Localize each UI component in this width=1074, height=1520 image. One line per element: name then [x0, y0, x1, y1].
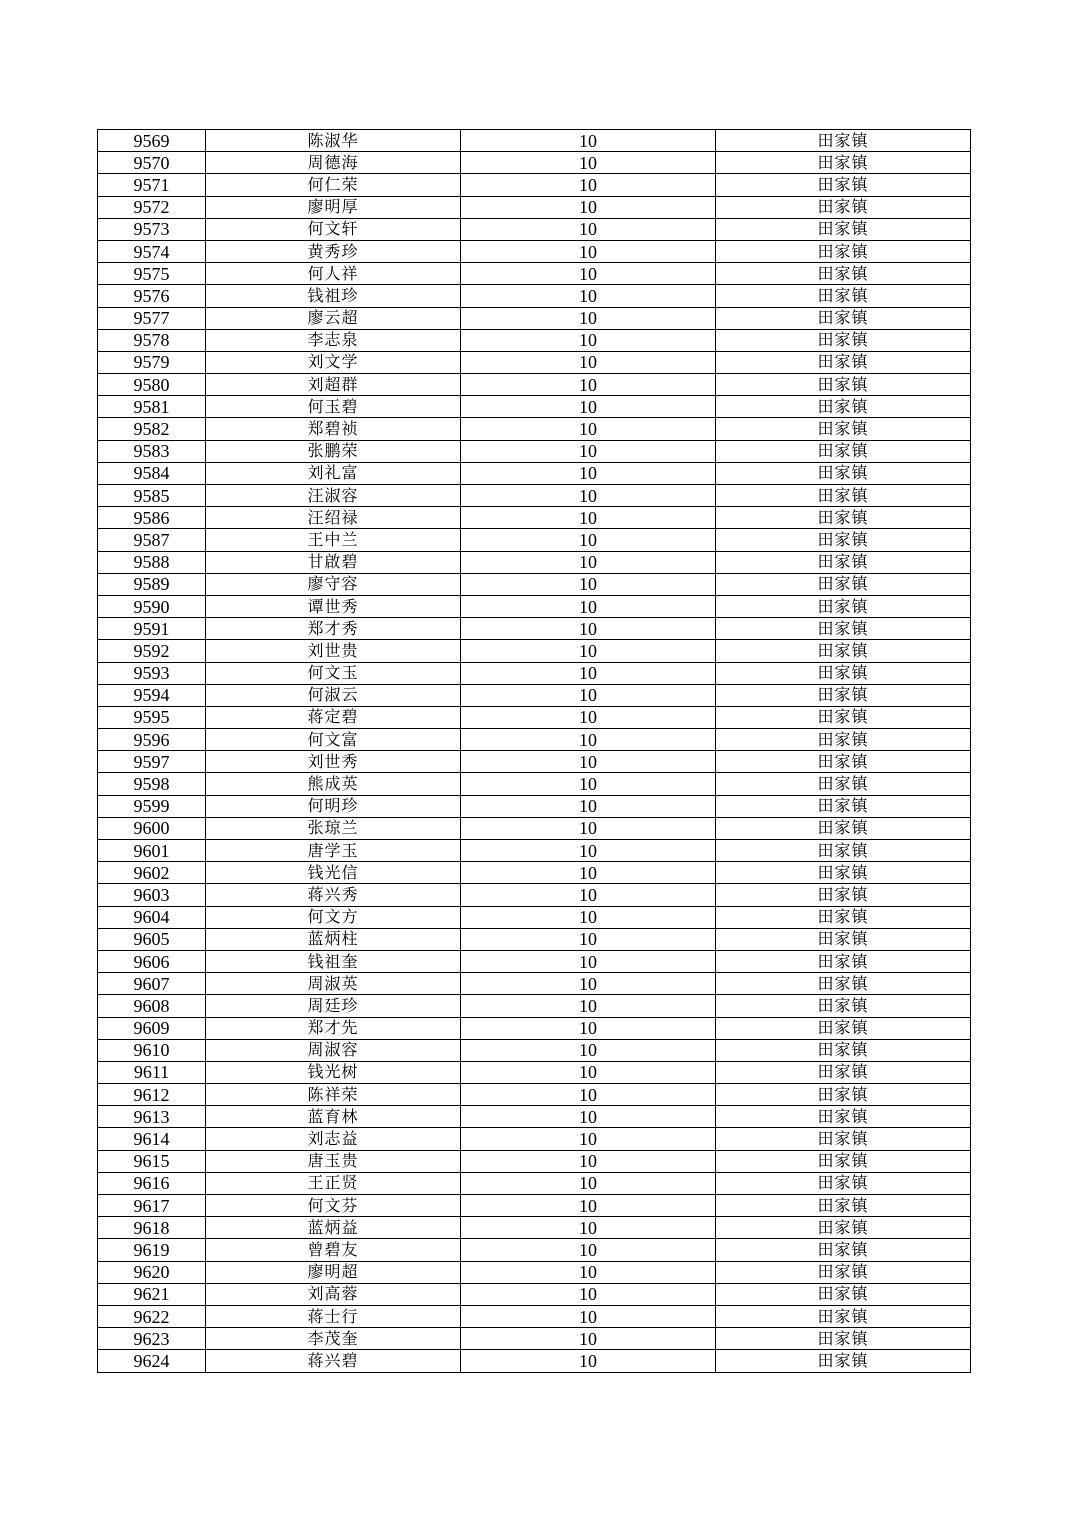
person-name-cell: 张鹏荣	[206, 440, 461, 462]
town-cell: 田家镇	[716, 418, 971, 440]
town-cell: 田家镇	[716, 1350, 971, 1372]
table-row	[98, 418, 971, 440]
row-number-cell: 9572	[98, 196, 206, 218]
amount-cell: 10	[461, 573, 716, 595]
person-name-cell: 何明珍	[206, 795, 461, 817]
amount-cell: 10	[461, 595, 716, 617]
amount-cell: 10	[461, 1150, 716, 1172]
amount-cell: 10	[461, 840, 716, 862]
town-cell: 田家镇	[716, 1172, 971, 1194]
table-row	[98, 174, 971, 196]
amount-cell: 10	[461, 1217, 716, 1239]
town-cell: 田家镇	[716, 329, 971, 351]
person-name-cell: 郑才秀	[206, 618, 461, 640]
person-name-cell: 何文富	[206, 729, 461, 751]
person-name-cell: 何文方	[206, 906, 461, 928]
person-name-cell: 刘志益	[206, 1128, 461, 1150]
amount-cell: 10	[461, 928, 716, 950]
row-number-cell: 9615	[98, 1150, 206, 1172]
town-cell: 田家镇	[716, 662, 971, 684]
amount-cell: 10	[461, 529, 716, 551]
town-cell: 田家镇	[716, 1150, 971, 1172]
row-number-cell: 9584	[98, 462, 206, 484]
table-row	[98, 817, 971, 839]
table-row	[98, 595, 971, 617]
row-number-cell: 9571	[98, 174, 206, 196]
town-cell: 田家镇	[716, 130, 971, 152]
amount-cell: 10	[461, 995, 716, 1017]
town-cell: 田家镇	[716, 795, 971, 817]
table-row	[98, 751, 971, 773]
table-row	[98, 1106, 971, 1128]
table-row	[98, 1328, 971, 1350]
amount-cell: 10	[461, 196, 716, 218]
amount-cell: 10	[461, 396, 716, 418]
amount-cell: 10	[461, 551, 716, 573]
amount-cell: 10	[461, 263, 716, 285]
person-name-cell: 张琼兰	[206, 817, 461, 839]
town-cell: 田家镇	[716, 773, 971, 795]
town-cell: 田家镇	[716, 529, 971, 551]
amount-cell: 10	[461, 1017, 716, 1039]
row-number-cell: 9591	[98, 618, 206, 640]
person-name-cell: 周淑容	[206, 1039, 461, 1061]
row-number-cell: 9576	[98, 285, 206, 307]
table-row	[98, 684, 971, 706]
row-number-cell: 9618	[98, 1217, 206, 1239]
row-number-cell: 9613	[98, 1106, 206, 1128]
table-row	[98, 729, 971, 751]
person-name-cell: 汪淑容	[206, 485, 461, 507]
amount-cell: 10	[461, 418, 716, 440]
person-name-cell: 刘文学	[206, 351, 461, 373]
table-row	[98, 374, 971, 396]
amount-cell: 10	[461, 795, 716, 817]
amount-cell: 10	[461, 1261, 716, 1283]
amount-cell: 10	[461, 1195, 716, 1217]
person-name-cell: 周淑英	[206, 973, 461, 995]
table-row	[98, 485, 971, 507]
row-number-cell: 9608	[98, 995, 206, 1017]
table-row	[98, 1283, 971, 1305]
person-name-cell: 王正贤	[206, 1172, 461, 1194]
person-name-cell: 何人祥	[206, 263, 461, 285]
person-name-cell: 蓝炳益	[206, 1217, 461, 1239]
town-cell: 田家镇	[716, 751, 971, 773]
row-number-cell: 9582	[98, 418, 206, 440]
town-cell: 田家镇	[716, 485, 971, 507]
amount-cell: 10	[461, 285, 716, 307]
town-cell: 田家镇	[716, 1084, 971, 1106]
row-number-cell: 9574	[98, 240, 206, 262]
town-cell: 田家镇	[716, 862, 971, 884]
row-number-cell: 9620	[98, 1261, 206, 1283]
row-number-cell: 9622	[98, 1305, 206, 1327]
table-row	[98, 884, 971, 906]
town-cell: 田家镇	[716, 729, 971, 751]
person-name-cell: 刘礼富	[206, 462, 461, 484]
table-row	[98, 1017, 971, 1039]
person-name-cell: 何文玉	[206, 662, 461, 684]
row-number-cell: 9595	[98, 706, 206, 728]
amount-cell: 10	[461, 1283, 716, 1305]
town-cell: 田家镇	[716, 1239, 971, 1261]
person-name-cell: 钱祖珍	[206, 285, 461, 307]
town-cell: 田家镇	[716, 1061, 971, 1083]
amount-cell: 10	[461, 152, 716, 174]
table-row	[98, 1150, 971, 1172]
amount-cell: 10	[461, 1350, 716, 1372]
row-number-cell: 9604	[98, 906, 206, 928]
row-number-cell: 9624	[98, 1350, 206, 1372]
person-name-cell: 周德海	[206, 152, 461, 174]
amount-cell: 10	[461, 329, 716, 351]
person-name-cell: 刘世贵	[206, 640, 461, 662]
person-name-cell: 蒋士行	[206, 1305, 461, 1327]
town-cell: 田家镇	[716, 618, 971, 640]
row-number-cell: 9601	[98, 840, 206, 862]
table-row	[98, 1084, 971, 1106]
person-name-cell: 何文轩	[206, 218, 461, 240]
town-cell: 田家镇	[716, 152, 971, 174]
table-row	[98, 263, 971, 285]
table-row	[98, 906, 971, 928]
table-row	[98, 662, 971, 684]
town-cell: 田家镇	[716, 1328, 971, 1350]
person-name-cell: 谭世秀	[206, 595, 461, 617]
person-name-cell: 钱光信	[206, 862, 461, 884]
person-name-cell: 廖明超	[206, 1261, 461, 1283]
town-cell: 田家镇	[716, 307, 971, 329]
row-number-cell: 9579	[98, 351, 206, 373]
amount-cell: 10	[461, 130, 716, 152]
amount-cell: 10	[461, 773, 716, 795]
table-row	[98, 1061, 971, 1083]
row-number-cell: 9598	[98, 773, 206, 795]
person-name-cell: 蓝育林	[206, 1106, 461, 1128]
table-row	[98, 507, 971, 529]
amount-cell: 10	[461, 307, 716, 329]
amount-cell: 10	[461, 351, 716, 373]
row-number-cell: 9578	[98, 329, 206, 351]
table-row	[98, 529, 971, 551]
table-row	[98, 706, 971, 728]
table-row	[98, 285, 971, 307]
row-number-cell: 9581	[98, 396, 206, 418]
amount-cell: 10	[461, 751, 716, 773]
person-name-cell: 郑才先	[206, 1017, 461, 1039]
amount-cell: 10	[461, 174, 716, 196]
person-name-cell: 汪绍禄	[206, 507, 461, 529]
table-row	[98, 773, 971, 795]
person-name-cell: 蒋兴秀	[206, 884, 461, 906]
amount-cell: 10	[461, 507, 716, 529]
town-cell: 田家镇	[716, 174, 971, 196]
table-row	[98, 1039, 971, 1061]
town-cell: 田家镇	[716, 1039, 971, 1061]
table-row	[98, 573, 971, 595]
table-row	[98, 329, 971, 351]
table-row	[98, 795, 971, 817]
table-row	[98, 973, 971, 995]
town-cell: 田家镇	[716, 218, 971, 240]
row-number-cell: 9603	[98, 884, 206, 906]
table-row	[98, 1217, 971, 1239]
person-name-cell: 蒋定碧	[206, 706, 461, 728]
town-cell: 田家镇	[716, 1106, 971, 1128]
table-row	[98, 995, 971, 1017]
row-number-cell: 9573	[98, 218, 206, 240]
row-number-cell: 9614	[98, 1128, 206, 1150]
person-name-cell: 李志泉	[206, 329, 461, 351]
table-row	[98, 1350, 971, 1372]
row-number-cell: 9611	[98, 1061, 206, 1083]
row-number-cell: 9612	[98, 1084, 206, 1106]
table-row	[98, 840, 971, 862]
row-number-cell: 9621	[98, 1283, 206, 1305]
town-cell: 田家镇	[716, 1128, 971, 1150]
person-name-cell: 唐学玉	[206, 840, 461, 862]
row-number-cell: 9609	[98, 1017, 206, 1039]
table-row	[98, 1239, 971, 1261]
table-row	[98, 1305, 971, 1327]
table-row	[98, 462, 971, 484]
person-name-cell: 何玉碧	[206, 396, 461, 418]
town-cell: 田家镇	[716, 1217, 971, 1239]
row-number-cell: 9583	[98, 440, 206, 462]
amount-cell: 10	[461, 640, 716, 662]
table-row	[98, 950, 971, 972]
amount-cell: 10	[461, 817, 716, 839]
town-cell: 田家镇	[716, 507, 971, 529]
amount-cell: 10	[461, 662, 716, 684]
amount-cell: 10	[461, 706, 716, 728]
person-name-cell: 唐玉贵	[206, 1150, 461, 1172]
town-cell: 田家镇	[716, 1305, 971, 1327]
row-number-cell: 9606	[98, 950, 206, 972]
town-cell: 田家镇	[716, 928, 971, 950]
town-cell: 田家镇	[716, 906, 971, 928]
row-number-cell: 9575	[98, 263, 206, 285]
table-row	[98, 218, 971, 240]
town-cell: 田家镇	[716, 396, 971, 418]
row-number-cell: 9586	[98, 507, 206, 529]
person-name-cell: 廖守容	[206, 573, 461, 595]
row-number-cell: 9590	[98, 595, 206, 617]
amount-cell: 10	[461, 618, 716, 640]
table-row	[98, 152, 971, 174]
row-number-cell: 9585	[98, 485, 206, 507]
person-name-cell: 李茂奎	[206, 1328, 461, 1350]
row-number-cell: 9616	[98, 1172, 206, 1194]
row-number-cell: 9597	[98, 751, 206, 773]
row-number-cell: 9570	[98, 152, 206, 174]
amount-cell: 10	[461, 485, 716, 507]
amount-cell: 10	[461, 729, 716, 751]
person-name-cell: 陈祥荣	[206, 1084, 461, 1106]
amount-cell: 10	[461, 684, 716, 706]
person-name-cell: 熊成英	[206, 773, 461, 795]
person-name-cell: 钱光树	[206, 1061, 461, 1083]
town-cell: 田家镇	[716, 1261, 971, 1283]
person-name-cell: 陈淑华	[206, 130, 461, 152]
town-cell: 田家镇	[716, 884, 971, 906]
person-name-cell: 甘啟碧	[206, 551, 461, 573]
table-row	[98, 351, 971, 373]
person-name-cell: 刘超群	[206, 374, 461, 396]
amount-cell: 10	[461, 1305, 716, 1327]
table-row	[98, 396, 971, 418]
table-row	[98, 1128, 971, 1150]
town-cell: 田家镇	[716, 1017, 971, 1039]
person-name-cell: 郑碧祯	[206, 418, 461, 440]
person-name-cell: 蓝炳柱	[206, 928, 461, 950]
amount-cell: 10	[461, 1106, 716, 1128]
amount-cell: 10	[461, 218, 716, 240]
town-cell: 田家镇	[716, 551, 971, 573]
town-cell: 田家镇	[716, 1283, 971, 1305]
person-name-cell: 何仁荣	[206, 174, 461, 196]
table-row	[98, 240, 971, 262]
town-cell: 田家镇	[716, 196, 971, 218]
person-name-cell: 周廷珍	[206, 995, 461, 1017]
table-row	[98, 862, 971, 884]
row-number-cell: 9569	[98, 130, 206, 152]
person-name-cell: 黄秀珍	[206, 240, 461, 262]
table-row	[98, 130, 971, 152]
person-name-cell: 何文芬	[206, 1195, 461, 1217]
row-number-cell: 9577	[98, 307, 206, 329]
amount-cell: 10	[461, 1084, 716, 1106]
person-name-cell: 刘高蓉	[206, 1283, 461, 1305]
row-number-cell: 9607	[98, 973, 206, 995]
amount-cell: 10	[461, 374, 716, 396]
person-name-cell: 何淑云	[206, 684, 461, 706]
table-row	[98, 1261, 971, 1283]
amount-cell: 10	[461, 973, 716, 995]
roster-table-body	[98, 130, 971, 1373]
amount-cell: 10	[461, 1039, 716, 1061]
row-number-cell: 9599	[98, 795, 206, 817]
person-name-cell: 曾碧友	[206, 1239, 461, 1261]
town-cell: 田家镇	[716, 240, 971, 262]
amount-cell: 10	[461, 950, 716, 972]
row-number-cell: 9593	[98, 662, 206, 684]
amount-cell: 10	[461, 1061, 716, 1083]
amount-cell: 10	[461, 1128, 716, 1150]
row-number-cell: 9596	[98, 729, 206, 751]
person-name-cell: 廖明厚	[206, 196, 461, 218]
town-cell: 田家镇	[716, 817, 971, 839]
table-row	[98, 1172, 971, 1194]
table-row	[98, 640, 971, 662]
amount-cell: 10	[461, 462, 716, 484]
town-cell: 田家镇	[716, 263, 971, 285]
amount-cell: 10	[461, 440, 716, 462]
row-number-cell: 9610	[98, 1039, 206, 1061]
row-number-cell: 9588	[98, 551, 206, 573]
town-cell: 田家镇	[716, 374, 971, 396]
town-cell: 田家镇	[716, 973, 971, 995]
table-row	[98, 307, 971, 329]
amount-cell: 10	[461, 884, 716, 906]
town-cell: 田家镇	[716, 995, 971, 1017]
table-row	[98, 440, 971, 462]
town-cell: 田家镇	[716, 595, 971, 617]
row-number-cell: 9617	[98, 1195, 206, 1217]
table-row	[98, 196, 971, 218]
table-row	[98, 618, 971, 640]
town-cell: 田家镇	[716, 950, 971, 972]
row-number-cell: 9594	[98, 684, 206, 706]
town-cell: 田家镇	[716, 351, 971, 373]
row-number-cell: 9589	[98, 573, 206, 595]
row-number-cell: 9587	[98, 529, 206, 551]
town-cell: 田家镇	[716, 440, 971, 462]
row-number-cell: 9602	[98, 862, 206, 884]
row-number-cell: 9592	[98, 640, 206, 662]
amount-cell: 10	[461, 1239, 716, 1261]
person-name-cell: 王中兰	[206, 529, 461, 551]
town-cell: 田家镇	[716, 285, 971, 307]
town-cell: 田家镇	[716, 684, 971, 706]
row-number-cell: 9600	[98, 817, 206, 839]
row-number-cell: 9580	[98, 374, 206, 396]
town-cell: 田家镇	[716, 573, 971, 595]
person-name-cell: 蒋兴碧	[206, 1350, 461, 1372]
town-cell: 田家镇	[716, 462, 971, 484]
row-number-cell: 9605	[98, 928, 206, 950]
row-number-cell: 9623	[98, 1328, 206, 1350]
amount-cell: 10	[461, 862, 716, 884]
table-row	[98, 551, 971, 573]
town-cell: 田家镇	[716, 706, 971, 728]
person-name-cell: 钱祖奎	[206, 950, 461, 972]
amount-cell: 10	[461, 1172, 716, 1194]
amount-cell: 10	[461, 240, 716, 262]
amount-cell: 10	[461, 906, 716, 928]
town-cell: 田家镇	[716, 1195, 971, 1217]
table-row	[98, 1195, 971, 1217]
town-cell: 田家镇	[716, 840, 971, 862]
town-cell: 田家镇	[716, 640, 971, 662]
amount-cell: 10	[461, 1328, 716, 1350]
table-row	[98, 928, 971, 950]
row-number-cell: 9619	[98, 1239, 206, 1261]
person-name-cell: 廖云超	[206, 307, 461, 329]
roster-table	[97, 129, 971, 1373]
person-name-cell: 刘世秀	[206, 751, 461, 773]
